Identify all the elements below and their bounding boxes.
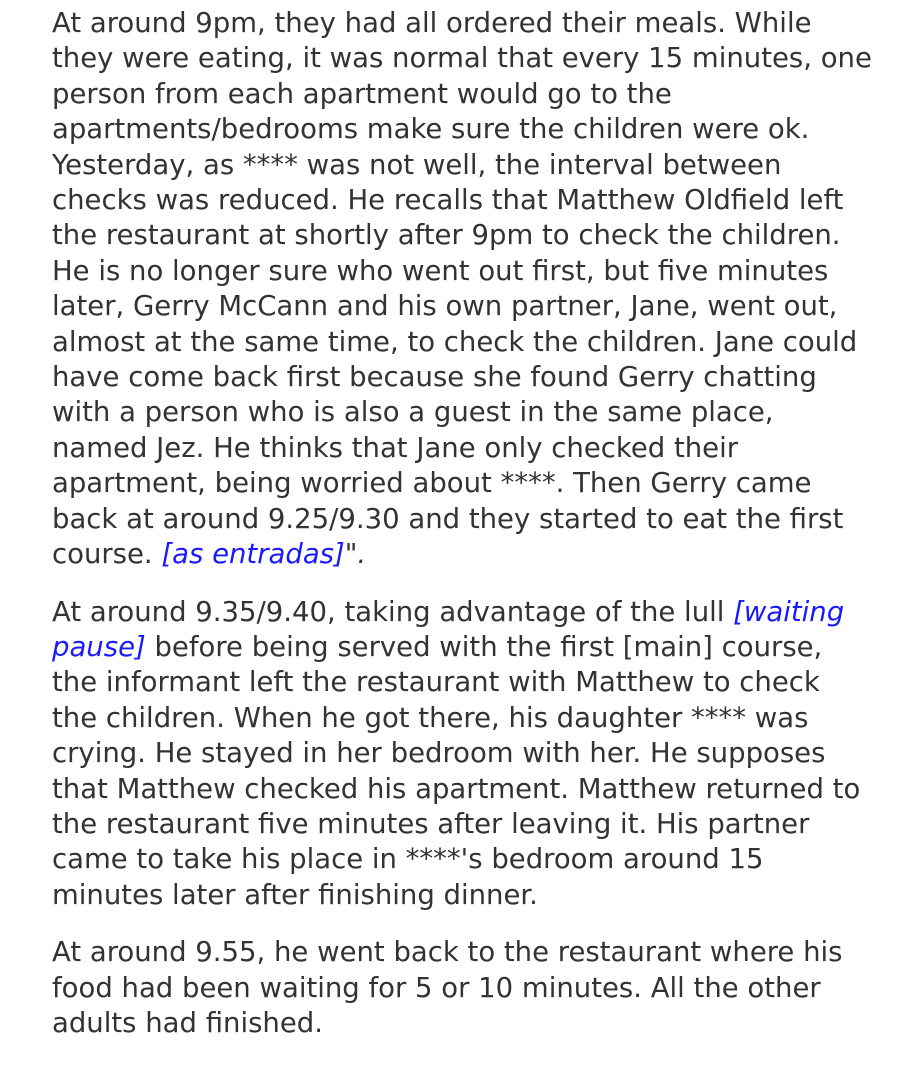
translator-note: [as entradas] bbox=[161, 538, 345, 571]
paragraph-text-before: At around 9.35/9.40, taking advantage of the lull bbox=[52, 595, 734, 628]
paragraph-first-course bbox=[52, 6, 872, 573]
translator-note: [waiting pause] bbox=[52, 595, 845, 663]
paragraph-check-children bbox=[52, 595, 872, 914]
document-body bbox=[52, 6, 872, 1063]
closing-quote: ". bbox=[344, 538, 367, 571]
paragraph-text: At around 9.55, he went back to the restaurant where his food had been waiting for 5 or 10 minutes. All the other adults had finished. bbox=[52, 936, 843, 1039]
paragraph-text-after: before being served with the first [main] course, the informant left the restaurant with Matthew to check the children. When he got there, his daughter **** was crying. He stayed in her bedroom with her. He supposes that Matthew checked his apartment. Matthew returned to the restaurant five minutes after leaving it. His partner came to take his place in ****'s bedroom around 15 minutes later after finishing dinner. bbox=[52, 630, 861, 911]
paragraph-text: At around 9pm, they had all ordered their meals. While they were eating, it was normal that every 15 minutes, one person from each apartment would go to the apartments/bedrooms make sure the children were ok. Yesterday, as **** was not well, the interval between checks was reduced. He recalls that Matthew Oldfield left the restaurant at shortly after 9pm to check the children. He is no longer sure who went out first, but five minutes later, Gerry McCann and his own partner, Jane, went out, almost at the same time, to check the children. Jane could have come back first because she found Gerry chatting with a person who is also a guest in the same place, named Jez. He thinks that Jane only checked their apartment, being worried about ****. Then Gerry came back at around 9.25/9.30 and they started to eat the first course. bbox=[52, 7, 872, 571]
paragraph-return-restaurant bbox=[52, 935, 872, 1041]
